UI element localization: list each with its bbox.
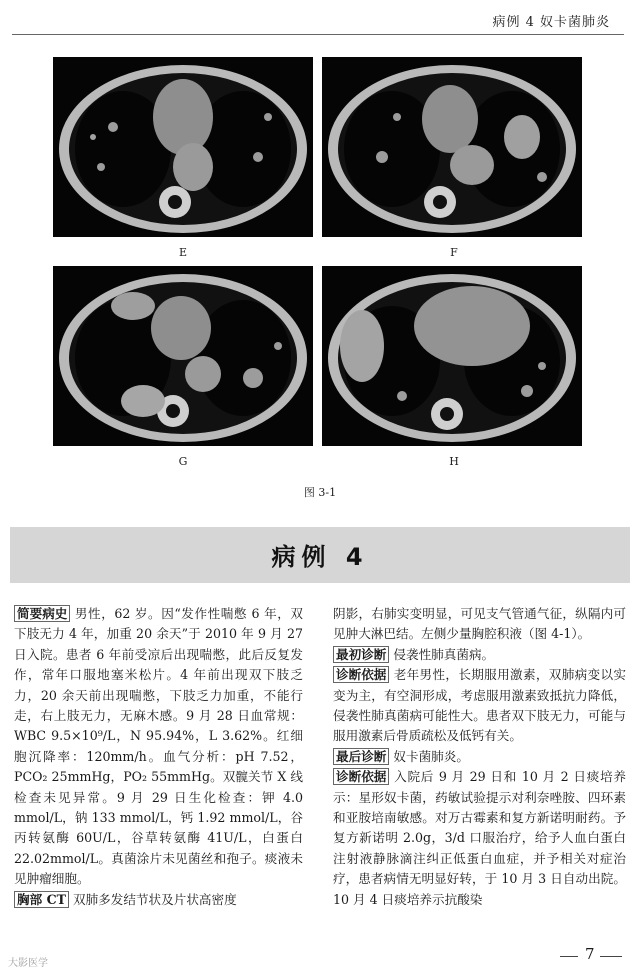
history-text: 男性，62 岁。因“发作性喘憋 6 年，双下肢无力 4 年，加重 20 余天”于 2010 年 9 月 27 日入院。患者 6 年前受凉后出现喘憋，此后反复发作，常年口服地塞米松片。4 年前出现双下肢乏力，20 余天前出现喘憋，下肢乏力加重，不能行走，右上肢无力，无麻木感。9 月 28 日血常规：WBC 9.5×10⁹/L，N 95.94%，L 3.62%。红细胞沉降率：120mm/h。血气分析：pH 7.52，PCO₂ 25mmHg，PO₂ 55mmHg。双髋关节 X 线检查未见异常。9 月 29 日生化检查：钾 4.0 mmol/L，钠 133 mmol/L，钙 1.92 mmol/L，谷丙转氨酶 60U/L，谷草转氨酶 41U/L，白蛋白 22.02mmol/L。真菌涂片未见菌丝和孢子。痰液未见肿瘤细胞。	[14, 606, 303, 887]
right-column	[333, 604, 626, 910]
running-header	[0, 0, 640, 38]
ct-text: 双肺多发结节状及片状高密度	[72, 891, 237, 907]
history-tag: 简要病史	[14, 605, 70, 622]
final-diagnosis-paragraph	[333, 747, 626, 767]
ct-image-e	[53, 57, 313, 237]
basis-paragraph-2	[333, 767, 626, 910]
footer-rule-left	[560, 956, 578, 957]
panel-label-h: H	[449, 455, 459, 468]
initial-diagnosis-tag: 最初诊断	[333, 646, 389, 663]
running-header-title: 病例 4 奴卡菌肺炎	[492, 15, 610, 30]
ct-image-f	[322, 57, 582, 237]
basis-tag-2: 诊断依据	[333, 768, 389, 785]
watermark: 大影医学	[8, 958, 48, 969]
initial-diagnosis-paragraph	[333, 645, 626, 665]
left-column	[14, 604, 303, 910]
section-banner	[10, 527, 630, 583]
panel-label-e: E	[178, 246, 188, 259]
footer-rule-right	[600, 956, 622, 957]
basis-text-2: 入院后 9 月 29 日和 10 月 2 日痰培养示：星形奴卡菌，药敏试验提示对利奈唑胺、四环素和亚胺培南敏感。对万古霉素和复方新诺明耐药。予复方新诺明 2.0g，3/d 口服治疗，给予人血白蛋白注射液静脉滴注纠正低蛋白血症，并予相关对症治疗，患者病情无明显好转，于 10 月 3 日自动出院。10 月 4 日痰培养示抗酸染	[333, 769, 626, 907]
panel-label-f: F	[450, 246, 458, 259]
ct-continued-text: 阴影，右肺实变明显，可见支气管通气征，纵隔内可见肿大淋巴结。左侧少量胸腔积液（图 4-1）。	[333, 606, 626, 642]
ct-image-g	[53, 266, 313, 446]
final-diagnosis-text: 奴卡菌肺炎。	[393, 748, 469, 764]
ct-tag: 胸部 CT	[14, 891, 69, 908]
panel-label-g: G	[178, 455, 188, 468]
final-diagnosis-tag: 最后诊断	[333, 748, 389, 765]
basis-text-1: 老年男性，长期服用激素，双肺病变以实变为主，有空洞形成，考虑服用激素致抵抗力降低，侵袭性肺真菌病可能性大。患者双下肢无力，可能与服用激素后骨质疏松及低钙有关。	[333, 667, 626, 744]
history-paragraph	[14, 604, 303, 890]
ct-continued-paragraph	[333, 604, 626, 645]
initial-diagnosis-text: 侵袭性肺真菌病。	[393, 646, 495, 662]
page-number: 7	[585, 945, 595, 963]
header-rule	[12, 34, 624, 35]
basis-paragraph-1	[333, 665, 626, 747]
ct-image-h	[322, 266, 582, 446]
basis-tag-1: 诊断依据	[333, 666, 389, 683]
section-title: 病例 4	[271, 543, 369, 571]
figure-caption: 图 3-1	[303, 486, 337, 499]
ct-paragraph	[14, 890, 303, 910]
